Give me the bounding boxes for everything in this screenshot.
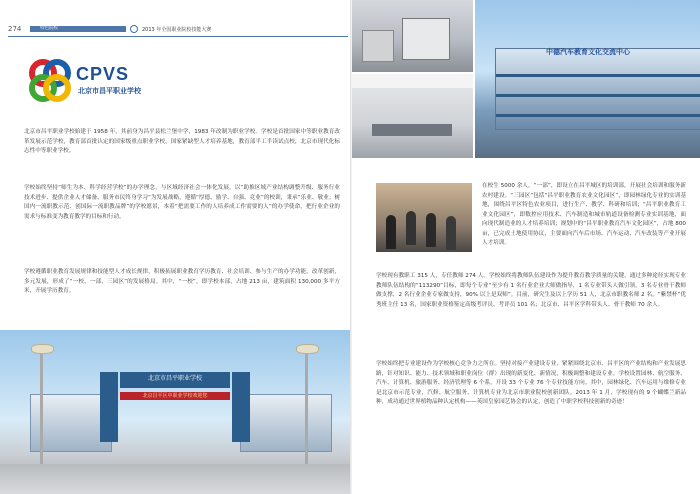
left-paragraph-2: 学校始终坚持“师生为本、科学经营学校”的办学理念，与区域经济社会一体化发展。以“助推区域产业结构调整升级、服务行业技术进步、提供企业人才储备、服务市民终身学习”为发展战略，遵循“厚德、励学、自强、竞业”的校训，秉承“乐业、敬业；树国内一流职教示范、创国际一流职教品牌”的学校愿景，本着“把需要工作的人培养成工作需要的人”的办学使命，把行业企业的需求与标准变为教育教学的目标和行动。 (24, 185, 340, 220)
visitors-photo (376, 183, 472, 252)
plaza-ground (0, 464, 350, 494)
education-center-building (495, 48, 700, 130)
section-label: 特色院校 (30, 26, 126, 32)
page-header (8, 23, 211, 35)
building-exterior-photo (475, 0, 700, 158)
school-logo (26, 58, 166, 108)
street-lamp-icon (305, 350, 308, 470)
logo-brand: CPVS (76, 64, 130, 84)
header-rule (8, 36, 348, 37)
logo-school-name: 北京市昌平职业学校 (78, 87, 141, 95)
competition-emblem-icon (130, 25, 138, 33)
gate-title: 北京市昌平职业学校 (147, 375, 202, 382)
building-sign: 中德汽车教育文化交流中心 (546, 48, 630, 56)
publication-title: 2013 年全国职业院校技能大赛 (142, 26, 212, 33)
left-paragraph-3: 学校遵循职业教育发展规律和技能型人才成长规律，积极拓展职业教育学历教育、社会培训、参与生产的办学功能，改革创新，多元发展，形成了“一校、一部、三园区”的发展格局。其中，“一校”，即学校本部，占地 213 亩，建筑面积 130,000 多平方米，开展学历教育。 (24, 269, 340, 294)
right-paragraph-3: 学校始终把专业建设作为学校核心竞争力之所在。坚持对接产业建设专业，紧紧围绕北京市、昌平区的产业结构和产业发展思路，针对知识、能力、技术领域和职业岗位（群）出现的新变化、新情况，积极调整和建设专业。学校设置园林、航空服务、汽车、计算机、旅游服务、经济管理等 6 个系，开设 33 个专业 76 个专业技能方向。其中，园林绿化、汽车运用与维修专业是北京市示范专业，汽修、航空服务、计算机专业为北京市职业院校创新团队。2013 年 1 月，学校现有的 9 个蝴蝶兰新品种，成功通过世界植物品种认定机构——英国皇家园艺协会的认定，创造了中职学校科技创新的奇迹！ (376, 361, 686, 405)
gate-banner: 北京昌平区中职业学校欢迎您 (142, 393, 208, 399)
classroom-photo (352, 74, 473, 158)
right-paragraph-1: 在校生 5000 余人。“一部”，即设立在昌平城区的培训部，开展社会培训和服务新农村建设。“三园区”包括“昌平职业教育农业文化园区”，即园林绿化专业的实训基地，围绕昌平区特色农业项目，进行生产、教学、科研和培训；“昌平职业教育工业文化园区”，即数控应用技术、汽车制造和城市轨道设备检测专业实训基地，面向现代制造业的人才培养培训；规划中的“昌平职业教育汽车文化园区”，占地 800 亩，已完成土地使用协议，主要面向汽车后市场、汽车运动、汽车改装等产业开展人才培训。 (482, 183, 686, 246)
right-paragraph-2: 学校现有教职工 315 人，专任教师 274 人。学校始终将教师队伍建设作为提升教育教学质量的关键，通过多种途径实现专业教师队伍结构的“113290”目标，即每个专业“至少有 1 名行业企业大师做指导，1 名专业带头人做引领，3 名专业骨干教师做支撑，2 名行业企业专家做支持，90% 以上是双师”。目前，研究生及以上学历 51 人，北京市职教名师 2 名，“紫禁杯”优秀班主任 13 名，国家职业资格鉴定高级考评员、考评员 101 名；北京市、昌平区学科带头人、骨干教师 70 余人。 (376, 273, 686, 308)
campus-gate (100, 372, 250, 442)
page-number: 274 (8, 25, 22, 33)
left-paragraph-1: 北京市昌平职业学校始建于 1958 年，其前身为昌平县松兰堡中学，1983 年改制为职业学校。学校是首批国家中等职业教育改革发展示范学校，教育部首批认定的国家级重点职业学校，国家紧缺型人才培养基地，教育部半工半读试点校，北京市现代化标志性中等职业学校。 (24, 129, 340, 154)
campus-gate-photo (0, 330, 350, 494)
workshop-machines-photo (352, 0, 473, 72)
cpvs-emblem-icon (26, 58, 74, 104)
street-lamp-icon (40, 350, 43, 470)
right-building (240, 394, 332, 452)
